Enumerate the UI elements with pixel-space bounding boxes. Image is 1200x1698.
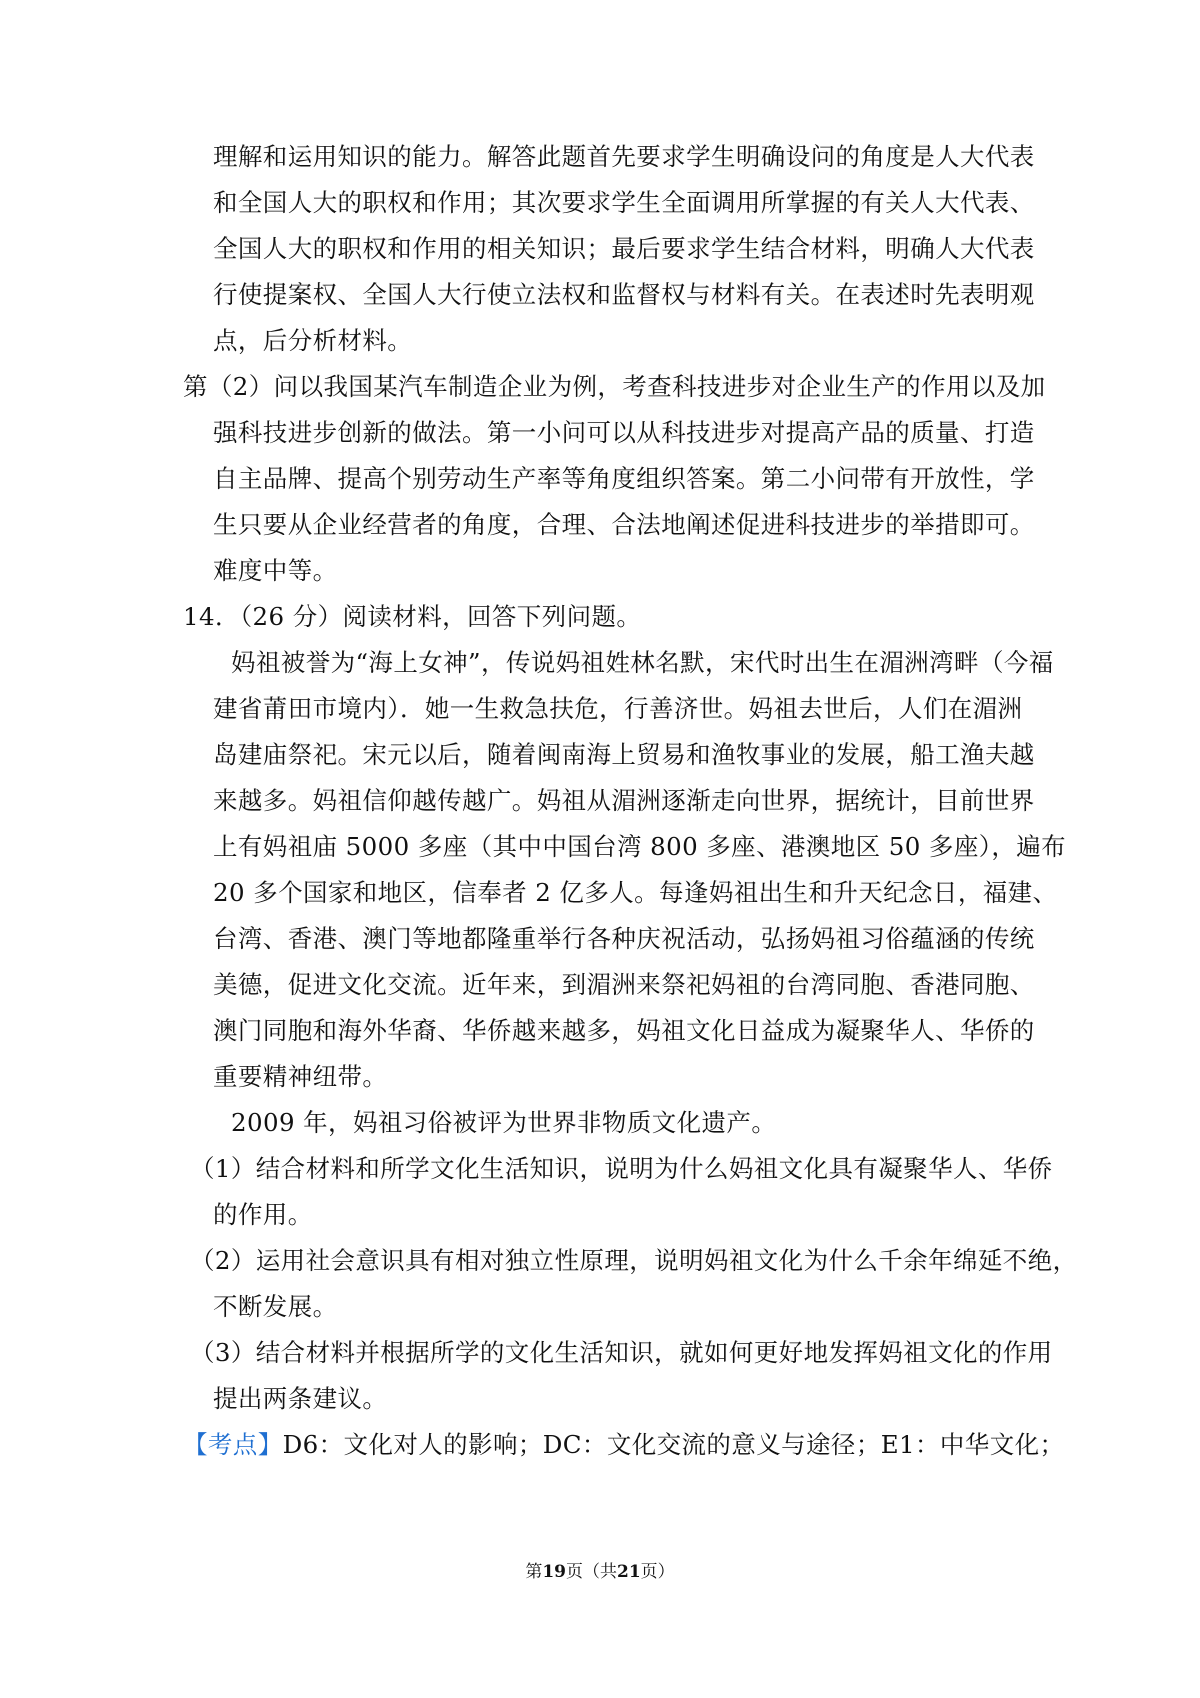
text-line: 难度中等。 xyxy=(213,556,338,585)
text-line: 提出两条建议。 xyxy=(213,1384,388,1413)
text-line: 妈祖被誉为“海上女神”，传说妈祖姓林名默，宋代时出生在湄洲湾畔（今福 xyxy=(231,648,1054,677)
text-line: 强科技进步创新的做法。第一小问可以从科技进步对提高产品的质量、打造 xyxy=(213,418,1035,447)
sub-question-2: （2）运用社会意识具有相对独立性原理，说明妈祖文化为什么千余年绵延不绝， xyxy=(190,1246,1078,1275)
footer-suffix: 页） xyxy=(640,1562,675,1582)
text-line: 第（2）问以我国某汽车制造企业为例，考查科技进步对企业生产的作用以及加 xyxy=(183,372,1046,401)
text-line: 来越多。妈祖信仰越传越广。妈祖从湄洲逐渐走向世界，据统计，目前世界 xyxy=(213,786,1035,815)
text-line: 建省莆田市境内）．她一生救急扶危，行善济世。妈祖去世后，人们在湄洲 xyxy=(213,694,1023,723)
text-line: 上有妈祖庙 5000 多座（其中中国台湾 800 多座、港澳地区 50 多座），遍布 xyxy=(213,832,1067,861)
text-line: 重要精神纽带。 xyxy=(213,1062,388,1091)
text-line: 20 多个国家和地区，信奉者 2 亿多人。每逢妈祖出生和升天纪念日，福建、 xyxy=(213,878,1058,907)
footer-total-pages: 21 xyxy=(617,1562,641,1582)
text-line: 生只要从企业经营者的角度，合理、合法地阐述促进科技进步的举措即可。 xyxy=(213,510,1035,539)
text-line: 岛建庙祭祀。宋元以后，随着闽南海上贸易和渔牧事业的发展，船工渔夫越 xyxy=(213,740,1035,769)
kaodian-tag: 【考点】 xyxy=(183,1430,283,1459)
text-line: 点，后分析材料。 xyxy=(213,326,413,355)
sub-question-3: （3）结合材料并根据所学的文化生活知识，就如何更好地发挥妈祖文化的作用 xyxy=(190,1338,1053,1367)
text-line: 自主品牌、提高个别劳动生产率等角度组织答案。第二小问带有开放性，学 xyxy=(213,464,1035,493)
text-line: 澳门同胞和海外华裔、华侨越来越多，妈祖文化日益成为凝聚华人、华侨的 xyxy=(213,1016,1035,1045)
text-line: 和全国人大的职权和作用；其次要求学生全面调用所掌握的有关人大代表、 xyxy=(213,188,1035,217)
text-line: 行使提案权、全国人大行使立法权和监督权与材料有关。在表述时先表明观 xyxy=(213,280,1035,309)
question-title: 14．（26 分）阅读材料，回答下列问题。 xyxy=(183,602,642,631)
text-line: 美德，促进文化交流。近年来，到湄洲来祭祀妈祖的台湾同胞、香港同胞、 xyxy=(213,970,1035,999)
text-line: 全国人大的职权和作用的相关知识；最后要求学生结合材料，明确人大代表 xyxy=(213,234,1035,263)
footer-middle: 页（共 xyxy=(566,1562,617,1582)
footer-page-number: 19 xyxy=(542,1562,566,1582)
kaodian-text: D6：文化对人的影响；DC：文化交流的意义与途径；E1：中华文化； xyxy=(282,1430,1065,1459)
page-footer xyxy=(0,1560,1200,1584)
sub-question-1: （1）结合材料和所学文化生活知识，说明为什么妈祖文化具有凝聚华人、华侨 xyxy=(190,1154,1053,1183)
text-line: 2009 年，妈祖习俗被评为世界非物质文化遗产。 xyxy=(231,1108,777,1137)
text-line: 不断发展。 xyxy=(213,1292,338,1321)
footer-prefix: 第 xyxy=(525,1562,543,1582)
kaodian-line xyxy=(183,1421,1064,1469)
text-line: 台湾、香港、澳门等地都隆重举行各种庆祝活动，弘扬妈祖习俗蕴涵的传统 xyxy=(213,924,1035,953)
text-line: 理解和运用知识的能力。解答此题首先要求学生明确设问的角度是人大代表 xyxy=(213,142,1035,171)
text-line: 的作用。 xyxy=(213,1200,313,1229)
